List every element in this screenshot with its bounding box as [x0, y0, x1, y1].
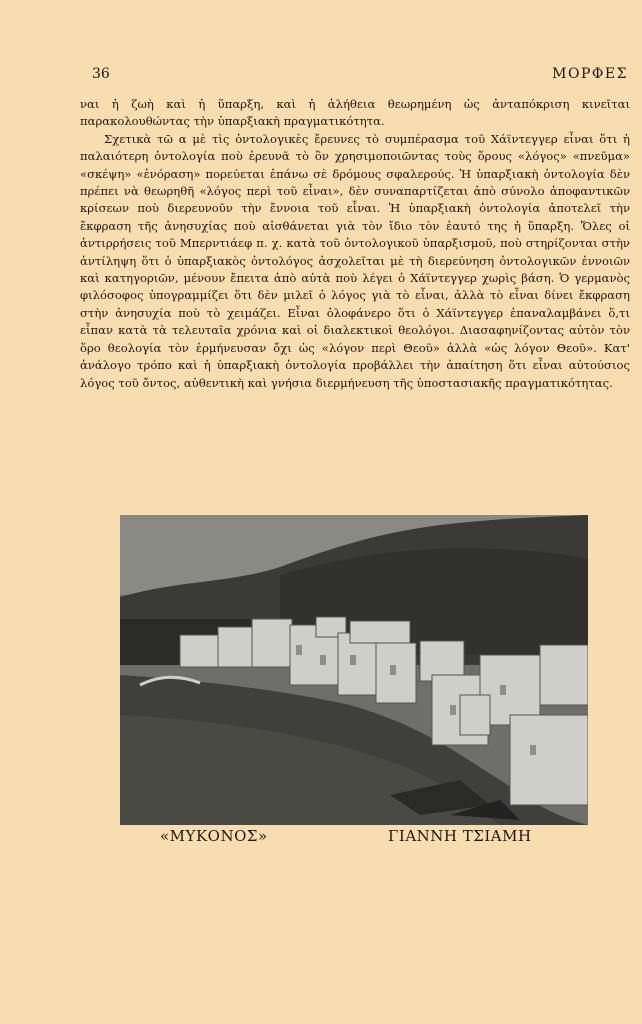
article-body	[80, 96, 630, 392]
page-number: 36	[92, 66, 110, 82]
painting-mykonos	[120, 515, 588, 825]
paragraph-1: ναι ἡ ζωὴ καὶ ἡ ὕπαρξη, καὶ ἡ ἀλήθεια θεωρημένη ὡς ἀνταπόκριση κινεῖται παρακολουθώντας τὴν ὑπαρξιακὴ πραγματικότητα.	[80, 97, 630, 129]
running-title: ΜΟΡΦΕΣ	[552, 66, 628, 82]
paragraph-2: Σχετικὰ τῶ α μὲ τὶς ὀντολογικὲς ἔρευνες τὸ συμπέρασμα τοῦ Χάϊντεγγερ εἶναι ὅτι ἡ παλαιότερη ὀντολογία ποὺ ἐρευνᾶ τὸ ὂν χρησιμοποιῶντας τοὺς ὅρους «λόγος» «πνεῦμα» «σκέψη» «ἐνόραση» πορεύεται ἐπάνω σὲ δρόμους σφαλερούς. Ἡ ὑπαρξιακὴ ὀντολογία δὲν πρέπει νὰ θεωρηθῆ «λόγος περὶ τοῦ εἶναι», δὲν συναπαρτίζεται ἀπὸ σύνολο ἀποφαντικῶν κρίσεων ποὺ διερευνοῦν τὴν ἔννοια τοῦ εἶναι. Ἡ ὑπαρξιακὴ ὀντολογία ἀποτελεῖ τὴν ἔκφραση τῆς ἀνησυχίας ποὺ αἰσθάνεται γιὰ τὸν ἴδιο τὸν ἑαυτό της ἡ ὕπαρξη. Ὅλες οἱ ἀντιρρήσεις τοῦ Μπερντιάεφ π. χ. κατὰ τοῦ ὀντολογικοῦ ὑπαρξισμοῦ, ποὺ στηρίζονται στὴν ἀντίληψη ὅτι ὁ ὑπαρξιακὸς ὀντολόγος ἀσχολεῖται μὲ τὴ διερεύνηση ὀντολογικῶν ἐννοιῶν καὶ κατηγοριῶν, μένουν ἔπειτα ἀπὸ αὐτὰ ποὺ λέγει ὁ Χάϊντεγγερ χωρὶς βάση. Ὁ γερμανὸς φιλόσοφος ὑπογραμμίζει ὅτι δὲν μιλεῖ ὁ λόγος γιὰ τὸ εἶναι, ἀλλὰ τὸ εἶναι δίνει ἔκφραση στὴν ἀνησυχία ποὺ τὸ χειμάζει. Εἶναι ὁλοφάνερο ὅτι ὁ Χάϊντεγγερ ἐπαναλαμβάνει ὅ,τι εἶπαν κατὰ τὰ τελευταῖα χρόνια καὶ οἱ διαλεκτικοὶ θεολόγοι. Διασαφηνίζοντας αὐτὸν τὸν ὅρο θεολογία τὸν ἑρμήνευσαν ὄχι ὡς «λόγον περὶ Θεοῦ» ἀλλὰ «ὡς λόγον Θεοῦ». Κατ' ἀνάλογο τρόπο καὶ ἡ ὑπαρξιακὴ ὀντολογία προβάλλει τὴν ἀπαίτηση ὅτι εἶναι αὐτούσιος λόγος τοῦ ὄντος, αὐθεντικὴ καὶ γνήσια διερμήνευση τῆς ὑποστασιακῆς πραγματικότητας.	[80, 131, 630, 390]
figure-caption-title: «ΜΥΚΟΝΟΣ»	[160, 827, 268, 845]
figure-caption-artist: ΓΙΑΝΝΗ ΤΣΙΑΜΗ	[388, 827, 532, 845]
painting-image	[120, 515, 588, 825]
